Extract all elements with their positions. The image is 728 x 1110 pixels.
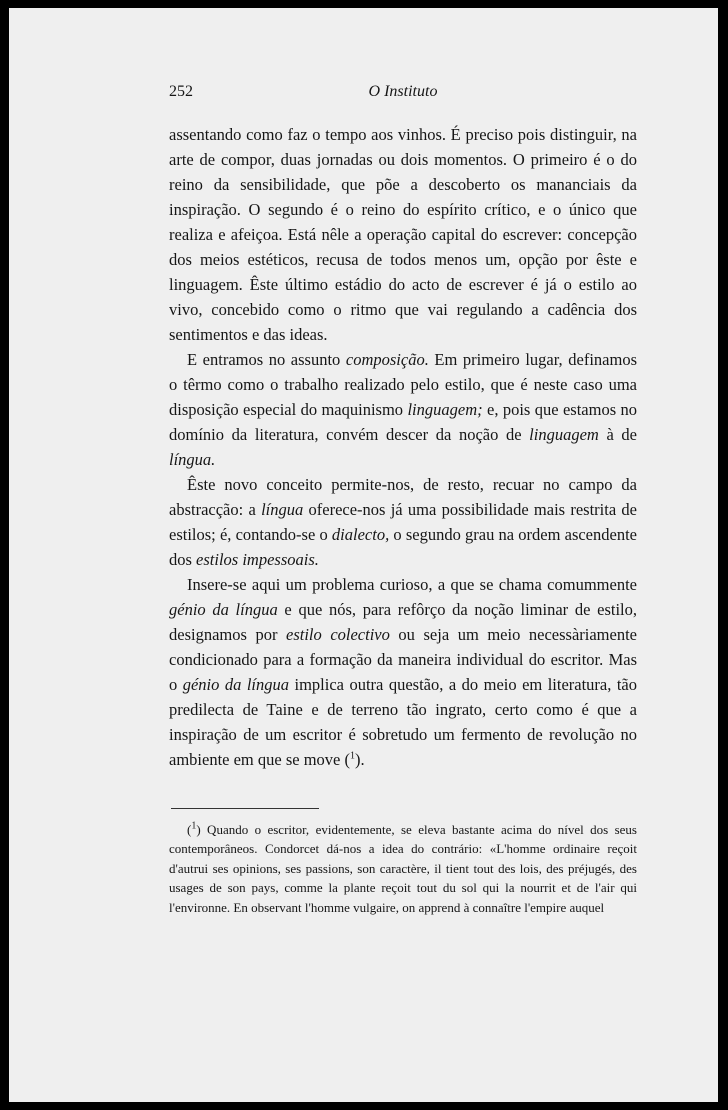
text-run: Êste novo conceito permite-nos, de resto, recuar no campo da abstracção: a xyxy=(169,475,637,519)
text-run: ). xyxy=(354,750,365,769)
paragraph-2 xyxy=(169,347,637,472)
footnote-ref: 1 xyxy=(349,750,355,762)
footnote-text xyxy=(169,820,637,917)
text-run: à de xyxy=(598,425,637,444)
italic-term: linguagem xyxy=(529,425,599,444)
text-run: E entramos no assunto xyxy=(187,350,346,369)
italic-term: língua xyxy=(261,500,304,519)
italic-term: linguagem; xyxy=(407,400,483,419)
text-run: ) Quando o escritor, evidentemente, se eleva bastante acima do nível dos seus contemporâneos. Condorcet dá-nos a idea do contrário: «L'homme ordinaire reçoit d'autrui ses opinions, ses passions, son caractère, il tient tout des lois, des préjugés, des usages de son pays, comme la plante reçoit tout du sol qui la nourrit et de l'air qui l'environne. En observant l'homme vulgaire, on apprend à connaître l'empire auquel xyxy=(169,822,637,915)
text-run: Em primeiro lugar, definamos o têrmo como o trabalho realizado pelo estilo, que é neste caso uma disposição especial do maquinismo xyxy=(169,350,637,419)
text-run: o segundo grau na ordem ascendente dos xyxy=(169,525,637,569)
italic-term: língua. xyxy=(169,450,216,469)
footnote xyxy=(169,820,637,917)
body-text xyxy=(169,122,637,772)
footnote-marker: 1 xyxy=(191,820,197,832)
italic-term: génio da língua xyxy=(169,600,278,619)
text-run: ( xyxy=(187,822,192,837)
paragraph-3 xyxy=(169,472,637,572)
italic-term: génio da língua xyxy=(182,675,290,694)
running-title: O Instituto xyxy=(368,83,438,100)
text-run: implica outra questão, a do meio em literatura, tão predilecta de Taine e de terreno tão ingrato, certo como é que a inspiração de um escritor é sobretudo um fermento de revolução no ambiente em que se move ( xyxy=(169,675,638,769)
page-frame xyxy=(9,8,718,1102)
running-head xyxy=(169,83,637,107)
italic-term: composição. xyxy=(345,350,429,369)
italic-term: estilos impessoais. xyxy=(196,550,319,569)
page-number: 252 xyxy=(169,83,193,100)
italic-term: dialecto, xyxy=(331,525,390,544)
text-run: ou seja um meio necessàriamente condicionado para a formação da maneira individual do escritor. Mas o xyxy=(169,625,637,694)
paragraph-1 xyxy=(169,122,637,347)
text-run: e que nós, para refôrço da noção liminar de estilo, designamos por xyxy=(169,600,638,644)
italic-term: estilo colectivo xyxy=(286,625,390,644)
footnote-rule xyxy=(171,808,319,809)
text-run: assentando como faz o tempo aos vinhos. É preciso pois distinguir, na arte de compor, duas jornadas ou dois momentos. O primeiro é o do reino da sensibilidade, que põe a descoberto os mananciais da inspiração. O segundo é o reino do espírito crítico, e o único que realiza e afeiçoa. Está nêle a operação capital do escrever: concepção dos meios estéticos, recusa de todos menos um, opção por êste e linguagem. Êste último estádio do acto de escrever é já o estilo ao vivo, concebido como o ritmo que vai regulando a cadência dos sentimentos e das ideas. xyxy=(169,125,637,344)
text-run: oferece-nos já uma possibilidade mais restrita de estilos; é, contando-se o xyxy=(169,500,637,544)
text-run: e, pois que estamos no domínio da literatura, convém descer da noção de xyxy=(169,400,638,444)
paragraph-4 xyxy=(169,572,637,772)
text-run: Insere-se aqui um problema curioso, a que se chama comummente xyxy=(187,575,637,594)
